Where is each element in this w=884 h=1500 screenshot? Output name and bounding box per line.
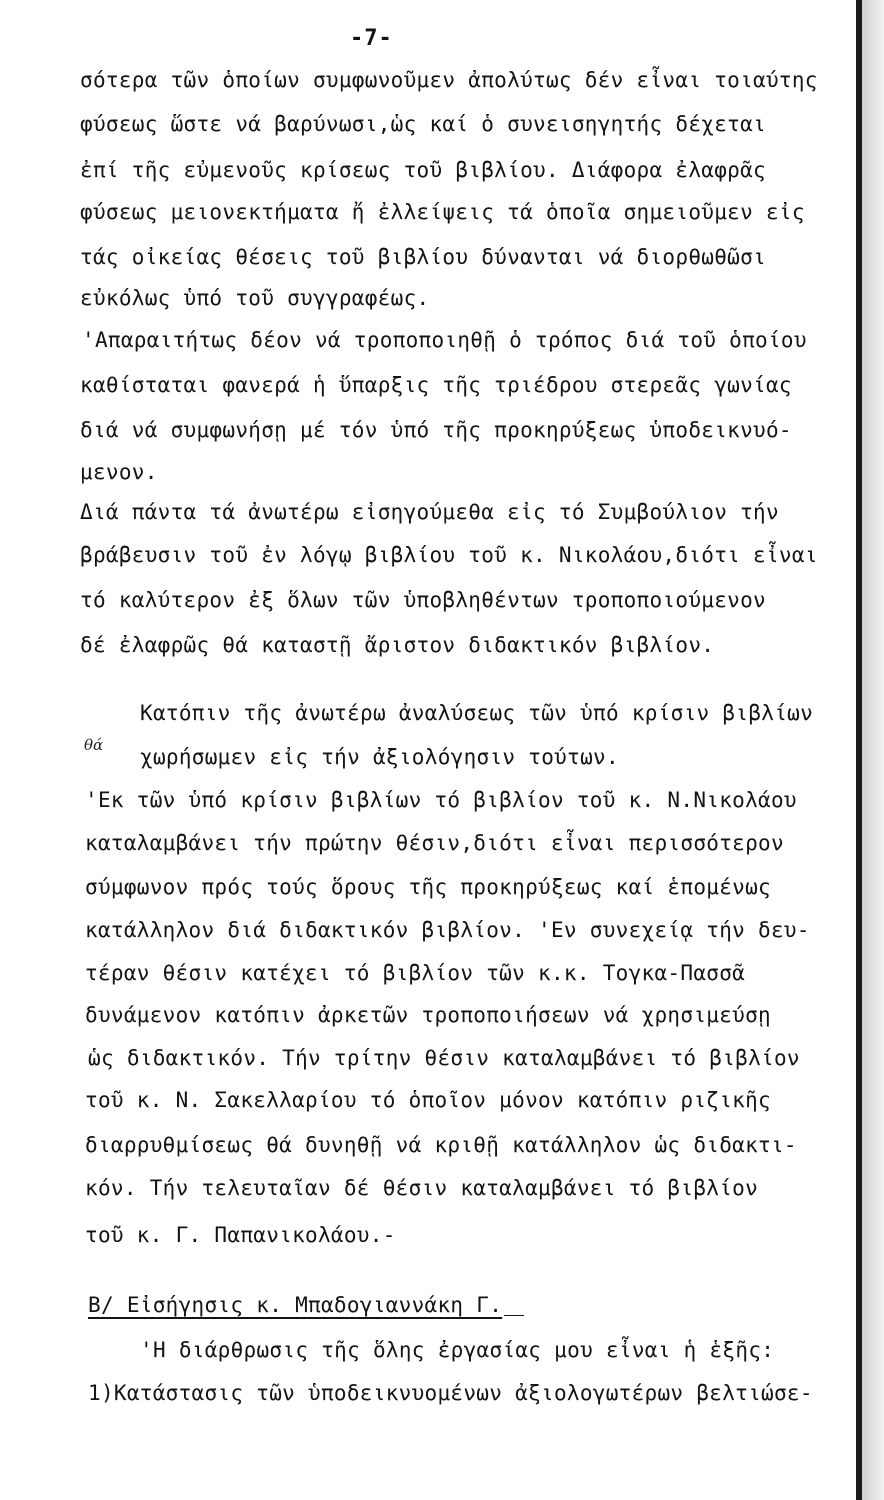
- text-line: καθίσταται φανερά ἡ ὕπαρξις τῆς τριέδρου στερεᾶς γωνίας: [80, 373, 792, 397]
- text-line: 'Εκ τῶν ὑπό κρίσιν βιβλίων τό βιβλίον τοῦ κ. Ν.Νικολάου: [85, 788, 797, 812]
- page-number: -7-: [350, 26, 393, 51]
- text-line: σύμφωνον πρός τούς ὅρους τῆς προκηρύξεως καί ἑπομένως: [85, 875, 771, 899]
- text-line: ἐπί τῆς εὐμενοῦς κρίσεως τοῦ βιβλίου. Διάφορα ἐλαφρᾶς: [80, 158, 766, 182]
- text-line: μενον.: [80, 460, 158, 484]
- text-line: φύσεως ὥστε νά βαρύνωσι,ὡς καί ὁ συνεισηγητής δέχεται: [80, 112, 766, 136]
- text-line: καταλαμβάνει τήν πρώτην θέσιν,διότι εἶναι περισσότερον: [85, 831, 784, 855]
- text-line: χωρήσωμεν εἰς τήν ἀξιολόγησιν τούτων.: [140, 745, 619, 769]
- text-line: κατάλληλον διά διδακτικόν βιβλίον. 'Εν συνεχείᾳ τήν δευ-: [85, 918, 810, 942]
- handwritten-margin-note: θά: [84, 736, 104, 754]
- page-edge-border: [856, 0, 862, 1500]
- text-line: διαρρυθμίσεως θά δυνηθῇ νά κριθῇ κατάλληλον ὡς διδακτι-: [85, 1133, 797, 1157]
- section-heading-text: Β/ Εἰσήγησις κ. Μπαδογιαννάκη Γ.: [88, 1293, 503, 1317]
- text-line: δυνάμενον κατόπιν ἀρκετῶν τροποποιήσεων νά χρησιμεύσῃ: [85, 1003, 771, 1027]
- text-line: βράβευσιν τοῦ ἐν λόγῳ βιβλίου τοῦ κ. Νικολάου,διότι εἶναι: [80, 543, 818, 567]
- text-line: τοῦ κ. Ν. Σακελλαρίου τό ὁποῖον μόνον κατόπιν ριζικῆς: [85, 1088, 771, 1112]
- text-line: σότερα τῶν ὁποίων συμφωνοῦμεν ἀπολύτως δέν εἶναι τοιαύτης: [80, 68, 818, 92]
- text-line: Διά πάντα τά ἀνωτέρω εἰσηγούμεθα εἰς τό Συμβούλιον τήν: [80, 500, 779, 524]
- text-line: φύσεως μειονεκτήματα ἤ ἐλλείψεις τά ὁποῖα σημειοῦμεν εἰς: [80, 200, 805, 224]
- text-line: 'Απαραιτήτως δέον νά τροποποιηθῇ ὁ τρόπος διά τοῦ ὁποίου: [82, 328, 807, 352]
- text-line: 'Η διάρθρωσις τῆς ὅλης ἐργασίας μου εἶναι ἡ ἑξῆς:: [140, 1338, 775, 1362]
- text-line: τάς οἰκείας θέσεις τοῦ βιβλίου δύνανται νά διορθωθῶσι: [80, 245, 766, 269]
- text-line: κόν. Τήν τελευταῖαν δέ θέσιν καταλαμβάνει τό βιβλίον: [85, 1176, 759, 1200]
- text-line: 1)Κατάστασις τῶν ὑποδεικνυομένων ἀξιολογωτέρων βελτιώσε-: [88, 1381, 813, 1405]
- text-line: τέραν θέσιν κατέχει τό βιβλίον τῶν κ.κ. Τογκα-Πασσᾶ: [85, 961, 746, 985]
- section-heading: [88, 1290, 538, 1320]
- text-line: διά νά συμφωνήσῃ μέ τόν ὑπό τῆς προκηρύξεως ὑποδεικνυό-: [80, 418, 792, 442]
- text-line: τοῦ κ. Γ. Παπανικολάου.-: [85, 1223, 396, 1247]
- text-line: εὐκόλως ὑπό τοῦ συγγραφέως.: [80, 286, 430, 310]
- text-line: τό καλύτερον ἐξ ὅλων τῶν ὑποβληθέντων τροποποιούμενον: [80, 588, 766, 612]
- text-line: ὡς διδακτικόν. Τήν τρίτην θέσιν καταλαμβάνει τό βιβλίον: [88, 1046, 800, 1070]
- text-line: Κατόπιν τῆς ἀνωτέρω ἀναλύσεως τῶν ὑπό κρίσιν βιβλίων: [140, 701, 814, 725]
- text-line: δέ ἐλαφρῶς θά καταστῇ ἄριστον διδακτικόν βιβλίον.: [80, 633, 715, 657]
- heading-underline-tail: [504, 1315, 524, 1316]
- page-edge-shadow: [862, 0, 884, 1500]
